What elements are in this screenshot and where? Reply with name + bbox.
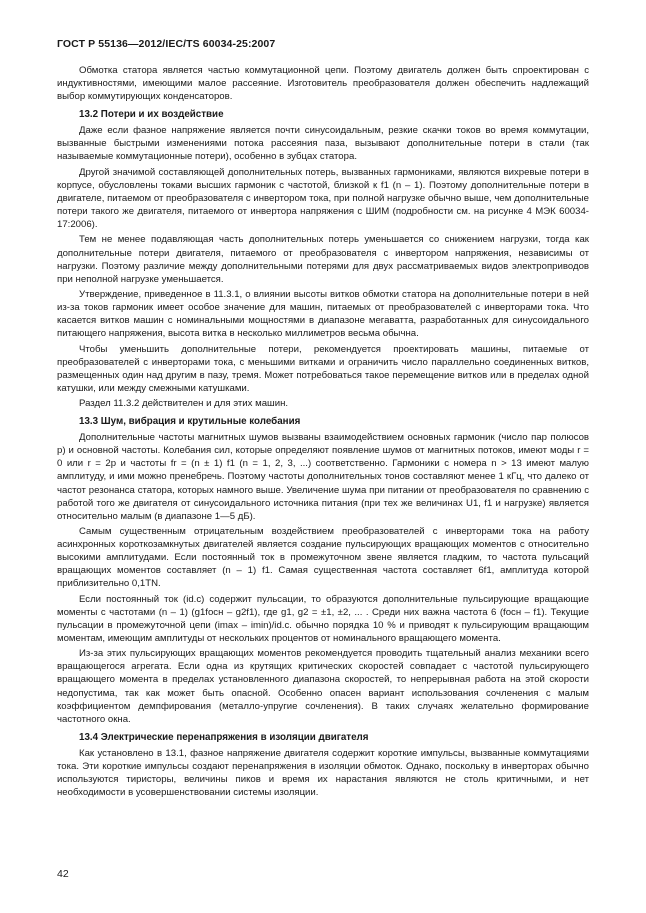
paragraph: Утверждение, приведенное в 11.3.1, о влиянии высоты витков обмотки статора на дополнительные потери в ней из-за токов гармоник имеет особое значение для машин, питаемых от преобразователей с инверторами тока. Что касается витков машин с номинальными мощностями в диапазоне мегаватта, разработанных для синусоидального питающего напряжения, высота витка в несколько миллиметров весьма обычна. [57,288,589,340]
document-body [57,64,589,801]
section-heading: 13.4 Электрические перенапряжения в изоляции двигателя [79,731,369,743]
section-heading: 13.3 Шум, вибрация и крутильные колебания [79,416,301,428]
paragraph: Чтобы уменьшить дополнительные потери, рекомендуется проектировать машины, питаемые от преобразователей с инверторами тока, с меньшими витками и ограничить число параллельно соединенных витков, размещенных один над другим в пазу, тремя. Может потребоваться такое перемещение витков или в пределах одной катушки, или между смежными катушками. [57,343,589,394]
paragraph: Дополнительные частоты магнитных шумов вызваны взаимодействием основных гармоник (число пар полюсов p) и основной частоты. Колебания сил, которые определяют появление шумов от магнитных потоков, имеют моды r = 0 или r = 2p и частоты fr = (n ± 1) f1 (n = 1, 2, 3, ...) соответственно. Гармоники с номера n > 13 имеют малую амплитуду, и ими можно пренебречь. Поэтому частоты дополнительных тонов составляют менее 1 кГц, что далеко от частот резонанса статора, которых намного выше. Увеличение шума при питании от преобразователя по сравнению с работой того же двигателя от синусоидального источника питания (при тех же величинах U1, f1 и нагрузке) является относительно малым (в диапазоне 1—5 дБ). [57,432,589,522]
paragraph: Самым существенным отрицательным воздействием преобразователей с инверторами тока на работу асинхронных короткозамкнутых двигателей является создание пульсирующих вращающих моментов с относительно высокими амплитудами. Если постоянный ток в промежуточном звене является гладким, то частота пульсаций вращающих моментов составляет (n – 1) f1. Самая существенная частота составляет 6f1, амплитуда которой приблизительно 0,1TN. [57,526,589,590]
paragraph: Раздел 11.3.2 действителен и для этих машин. [79,398,289,410]
paragraph: Тем не менее подавляющая часть дополнительных потерь уменьшается со снижением нагрузки, тогда как дополнительные потери двигателя, питаемого от преобразователя с инвертором напряжения, независимы от нагрузки. Поэтому различие между дополнительными потерями для двух рассматриваемых видов электроприводов при неполной нагрузке уменьшается. [57,234,589,285]
document-header: ГОСТ Р 55136—2012/IEC/TS 60034-25:2007 [57,38,276,50]
paragraph: Даже если фазное напряжение является почти синусоидальным, резкие скачки токов во время коммутации, вызванные быстрыми изменениями потока рассеяния паза, вызывают дополнительные потери в стали (так называемые коммутационные потери), особенно в зубцах статора. [57,125,589,163]
page-number: 42 [57,868,69,880]
paragraph: Обмотка статора является частью коммутационной цепи. Поэтому двигатель должен быть спроектирован с индуктивностями, имеющими малое рассеяние. Изготовитель преобразователя должен обеспечить надлежащий выбор коммутирующих конденсаторов. [57,65,589,103]
paragraph: Если постоянный ток (id.c) содержит пульсации, то образуются дополнительные пульсирующие вращающие моменты с частотами (n – 1) (g1fосн – g2f1), где g1, g2 = ±1, ±2, ... . Среди них важна частота 6 (fосн – f1). Текущие пульсации в промежуточной цепи (imax – imin)/id.c. обычно порядка 10 % и приводят к пульсирующим вращающим моментам, имеющим амплитуды от нескольких процентов от номинального вращающего момента. [57,593,589,644]
section-heading: 13.2 Потери и их воздействие [79,109,224,121]
paragraph: Другой значимой составляющей дополнительных потерь, вызванных гармониками, являются вихревые потери в корпусе, обусловлены токами высших гармоник с частотой, близкой к f1 (n – 1). Поэтому дополнительные потери в двигателе, питаемом от преобразователя с инвертором тока, при полной нагрузке обычно выше, чем дополнительные потери такого же двигателя, питаемого от инвертора напряжения с ШИМ (подробности см. на рисунке 4 МЭК 60034-17:2006). [57,166,589,231]
paragraph: Как установлено в 13.1, фазное напряжение двигателя содержит короткие импульсы, вызванные коммутациями тока. Эти короткие импульсы создают перенапряжения в изоляции обмоток. Однако, поскольку в инверторах обычно используются тиристоры, величины пиков и время их нарастания являются не столь критичными, и нет необходимости в усовершенствовании системы изоляции. [57,747,589,799]
paragraph: Из-за этих пульсирующих вращающих моментов рекомендуется проводить тщательный анализ механики всего вращающегося агрегата. Если одна из крутящих критических скоростей совпадает с частотой пульсирующего вращающего момента в пределах установленного диапазона скоростей, то непрерывная работа на этой скорости недопустима, так как может быть опасной. Особенно опасен вариант использования сочленения с малым коэффициентом демпфирования (металло-упругие сочленения). В таких случаях желательно формирование частотного окна. [57,648,589,725]
